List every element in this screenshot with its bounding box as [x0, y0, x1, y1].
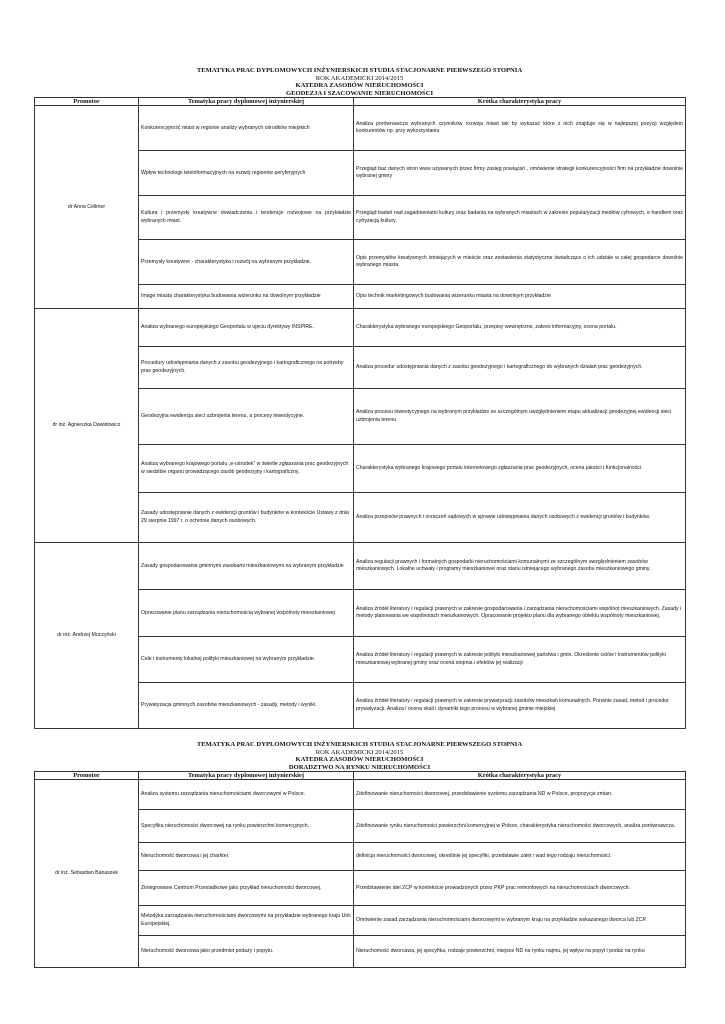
description-cell: Opis przemysłów kreatywnych istniejących w mieście oraz zestawienia statystyczne świadczące o ich udziale w całej gospodarce dowolnie wybranego miasta.: [354, 240, 686, 285]
academic-year: ROK AKADEMICKI 2014/2015: [315, 74, 404, 82]
description-cell: Analiza regulacji prawnych i formalnych gospodarki nieruchomościami komunalnymi ze szczególnym uwzględnieniem zasobów mieszkaniowych. Lokalne uchwały i programy mieszkaniowe oraz stanu istniejącego wybranego zasobu mieszkaniowego gminy.: [354, 543, 686, 590]
topic-cell: Metodyka zarządzania nieruchomościami dworcowymi na przykładzie wybranego kraju Unii Europejskiej.: [139, 906, 354, 936]
description-cell: Charakterystyka wybranego europejskiego Geoportalu, przepisy wewnętrzne, zakres informacyjny, ocena portalu.: [354, 309, 686, 347]
col-header-description: Krótka charakterystyka pracy: [354, 98, 686, 106]
description-cell: Analiza procesu inwestycyjnego na wybranym przykładzie ze szczególnym uwzględnieniem etapu aktualizacji geodezyjnej ewidencji sieci uzbrojenia terenu: [354, 389, 686, 445]
section-header: [34, 67, 685, 97]
topic-cell: Zintegrowane Centrum Przesiadkowe jako przykład nieruchomości dworcowej.: [139, 871, 354, 906]
topic-cell: Analiza systemu zarządzania nieruchomościami dworcowymi w Polsce.: [139, 780, 354, 810]
promotor-cell: dr inż. Agnieszka Dawidowicz: [35, 309, 139, 543]
doc-title: TEMATYKA PRAC DYPLOMOWYCH INŻYNIERSKICH STUDIA STACJONARNE PIERWSZEGO STOPNIA: [196, 741, 523, 748]
description-cell: Analiza procedur udostępniania danych z zasobu geodezyjnego i kartograficznego do wybranych działań prac geodezyjnych.: [354, 347, 686, 389]
col-header-topic: Tematyka pracy dyplomowej inżynierskiej: [139, 772, 354, 780]
description-cell: Analiza źródeł literatury i regulacji prawnych w zakresie polityki mieszkaniowej państwa i gmin. Określenie celów i instrumentów polityki mieszkaniowej wybranej gminy oraz ocena stopnia i efektów jej realizacji: [354, 637, 686, 683]
topic-cell: Cele i instrumenty lokalnej polityki mieszkaniowej na wybranym przykładzie.: [139, 637, 354, 683]
description-cell: Zdefiniowanie nieruchomości dworcowej, przedstawienie systemu zarządzania ND w Polsce, propozycje zmian.: [354, 780, 686, 810]
topic-cell: Nieruchomość dworcowa jako przedmiot podaży i popytu.: [139, 936, 354, 968]
description-cell: definicja nieruchomości dworcowej, określinie jej specyfiki, przedstawie zalet i wad tego rodzaju nieruchomości.: [354, 843, 686, 871]
promotor-cell: dr inż. Andrzej Muczyński: [35, 543, 139, 729]
table-row: [35, 309, 686, 347]
academic-year: ROK AKADEMICKI 2014/2015: [315, 748, 404, 756]
table-row: [35, 543, 686, 590]
specialty-name: DORADZTWO NA RYNKU NIERUCHOMOŚCI: [288, 763, 431, 771]
promotor-cell: dr inż. Sebastian Banaszek: [35, 780, 139, 968]
topic-cell: Przemysły kreatywne - charakterystyka i rozwój na wybranym przykładzie.: [139, 240, 354, 285]
promotor-cell: dr Anna Cellmer: [35, 106, 139, 309]
chair-name: KATEDRA ZASOBÓW NIERUCHOMOŚCI: [295, 756, 424, 764]
topic-cell: Nieruchomość dworcowa i jej charkter.: [139, 843, 354, 871]
description-cell: Analiza porównawcza wybranych czynników rozwoju miast tak by wykazać które z nich znajduje się w najlepszej pozycji względem konkurentów np. przy wykorzystaniu: [354, 106, 686, 151]
col-header-description: Krótka charakterystyka pracy: [354, 772, 686, 780]
description-cell: Charakterystyka wybranego krajowego portalu internetowego zgłaszania prac geodezyjnych, ocena jakości i funkcjonalności.: [354, 445, 686, 493]
topic-cell: Specyfika nieruchomości dworcowej na rynku powierzchni komercyjnych.: [139, 810, 354, 843]
topic-cell: Geodezyjna ewidencja sieci uzbrojenia terenu, a procesy inwestycyjne.: [139, 389, 354, 445]
topic-cell: Wpływ technologii teleinformacyjnych na rozwój regionów peryferyjnych: [139, 151, 354, 196]
section-doradztwo: [34, 741, 685, 968]
description-cell: Analiza źródeł literatury i regulacji prawnych w zakresie gospodarowania i zarządzania nieruchomościami wspólnot mieszkaniowych. Zasady i metody planowania we wspólnotach mieszkaniowych. Opracowanie projektu planu dla wybranego obiektu wspólnoty mieszkaniowej.: [354, 590, 686, 637]
description-cell: Analiza źródeł literatury i regulacji prawnych w zakresie prywatyzacji zasobów mieszkań komunalnych. Ponanie zasad, metod i procedur prywatyzacji. Analiza i ocena skali i dynamiki tego procesu w wybranej gminie miejskiej: [354, 683, 686, 729]
description-cell: Przegląd badań nad zagadnieniami kultury oraz badania na wybranych miastach w zakresie popularyzacji mediów cyfrowych, e handlem oraz cyfryzacją kultury.: [354, 196, 686, 240]
topic-cell: Analiza wybranego krajowego portalu „e-ośrodek” w świetle zgłaszania prac geodezyjnych w siedzibie organu prowadzącego zasób geodezyjny i kartograficzny.: [139, 445, 354, 493]
description-cell: Zdefiniowanie rynku nieruchomości powierzchni komercyjnej w Polsce, charakterystyka nieruchomości dworcowych, analiza porównawcza.: [354, 810, 686, 843]
description-cell: Nieruchomość dworcawa, jej specyfika, rodzaje powierzchni, miejsce ND na rynku najmu, jej wpływ na popyt i podaż na rynku: [354, 936, 686, 968]
topic-cell: Analiza wybranego europejskiego Geoportalu w ujęciu dyrektywy INSPIRE.: [139, 309, 354, 347]
description-cell: Analiza przepisów prawnych i orzeczeń sądowych w sprawie udostępniania danych osobowych z ewidencji gruntów i budynków.: [354, 493, 686, 543]
topic-cell: Prywatyzacja gminnych zasobów mieszkaniowych - zasady, metody i wyniki.: [139, 683, 354, 729]
topic-cell: Procedury udostępniania danych z zasobu geodezyjnego i kartograficznego na potrzeby prac geodezyjnych.: [139, 347, 354, 389]
description-cell: Przedstawienie idei ZCP w kontekście prowadzonych przez PKP prac remontowych na nieruchomościach dworcowych.: [354, 871, 686, 906]
topic-cell: Opracowanie planu zarządzania nieruchomością wybranej wspólnoty mieszkaniowej: [139, 590, 354, 637]
chair-name: KATEDRA ZASOBÓW NIERUCHOMOŚCI: [295, 82, 424, 90]
topic-cell: Kultura i przemysły kreatywne dowiadczenia i tendencje rozwojowe na przykładzie wybranych miast.: [139, 196, 354, 240]
description-cell: Opis technik marketingowych budowania wizerunku miasta na dowolnym przykładzie: [354, 285, 686, 309]
table-row: [35, 106, 686, 151]
topic-cell: Image miasta charakterystyka budowania wizerunku na dowolnym przykładzie: [139, 285, 354, 309]
topics-table: [34, 97, 686, 729]
specialty-name: GEODEZJA I SZACOWANIE NIERUCHOMOŚCI: [285, 89, 434, 97]
topic-cell: Konkurencyjność miast w regionie analizy wybranych ośrodków miejskich: [139, 106, 354, 151]
section-header: [34, 741, 685, 771]
topic-cell: Zasady udostępnianie danych z ewidencji gruntów i budynków w kontekście Ustawy z dnia 29 sierpnia 1997 r. o ochronie danych osobowych.: [139, 493, 354, 543]
topic-cell: Zasady gospodarowania gminnymi zasobami mieszkaniowymi na wybranym przykładzie: [139, 543, 354, 590]
col-header-promotor: Promotor: [35, 772, 139, 780]
col-header-topic: Tematyka pracy dyplomowej inżynierskiej: [139, 98, 354, 106]
description-cell: Omówienie zasad zarządzania nieruchomościami dworcowymi w wybranym kraju na przykładzie wskazanego dworca lub ZCP.: [354, 906, 686, 936]
description-cell: Przegląd baz danych stron www używanych przez firmy zasięg powiązań , omówienie strategii konkurencyjności firm na przykładzie dowolnie wybranej gminy: [354, 151, 686, 196]
doc-title: TEMATYKA PRAC DYPLOMOWYCH INŻYNIERSKICH STUDIA STACJONARNE PIERWSZEGO STOPNIA: [196, 67, 523, 74]
table-row: [35, 780, 686, 810]
col-header-promotor: Promotor: [35, 98, 139, 106]
section-geodezja: [34, 67, 685, 729]
topics-table: [34, 771, 686, 968]
